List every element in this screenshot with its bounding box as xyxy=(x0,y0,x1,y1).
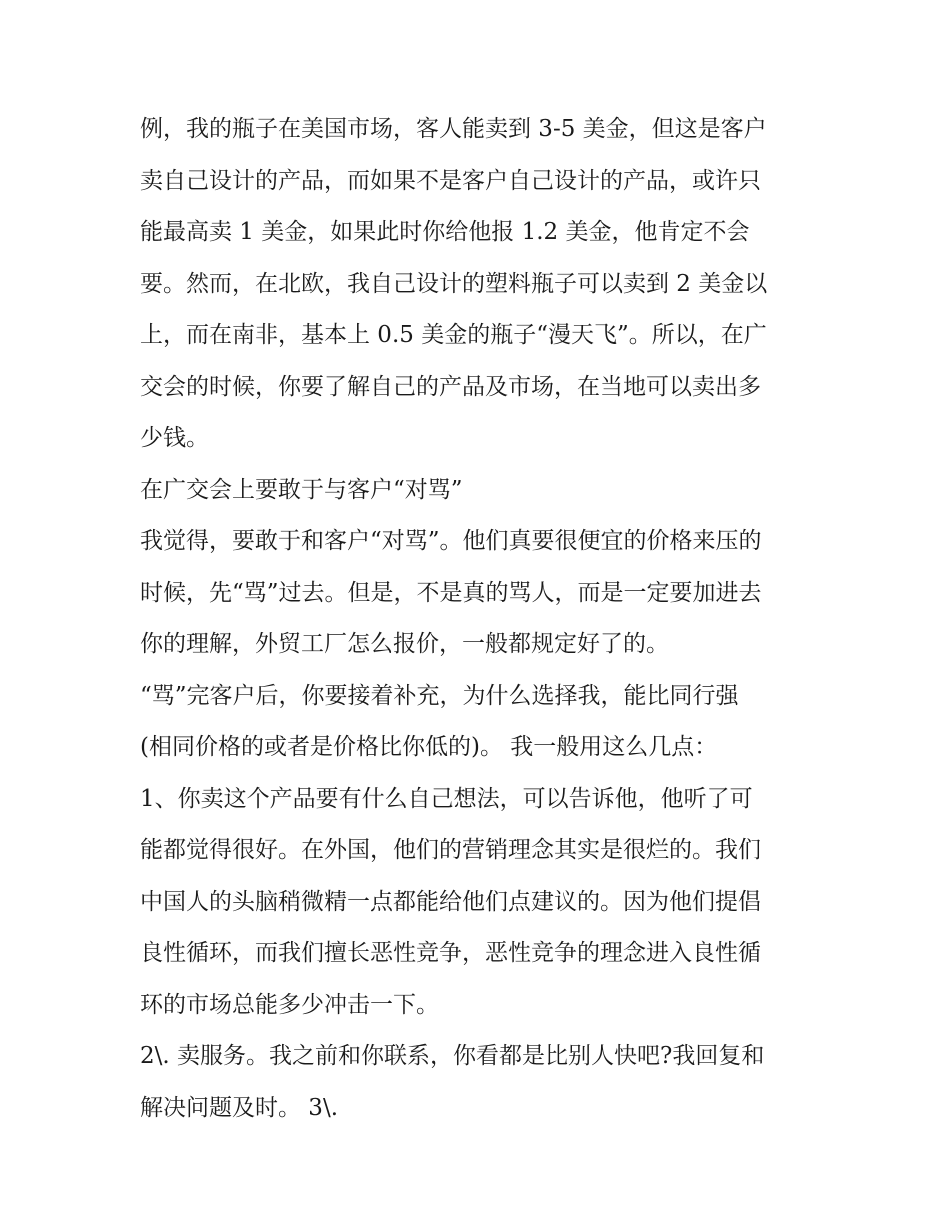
text-line: (相同价格的或者是价格比你低的)。 我一般用这么几点： xyxy=(140,734,718,760)
list-item-text: 环的市场总能多少冲击一下。 xyxy=(140,991,439,1018)
list-item-text: 1、你卖这个产品要有什么自己想法，可以告诉他，他听了可 xyxy=(140,785,753,812)
text-line: 时候，先“骂”过去。但是，不是真的骂人，而是一定要加进去 xyxy=(140,579,762,606)
text-line: 交会的时候，你要了解自己的产品及市场，在当地可以卖出多 xyxy=(140,373,761,400)
list-item-text: 解决问题及时。 3\. xyxy=(140,1094,339,1121)
text-line: 你的理解，外贸工厂怎么报价，一般都规定好了的。 xyxy=(140,631,669,657)
list-item-text: 能都觉得很好。在外国，他们的营销理念其实是很烂的。我们 xyxy=(140,837,761,863)
document-body xyxy=(140,104,820,1134)
text-line: 卖自己设计的产品，而如果不是客户自己设计的产品，或许只 xyxy=(140,167,761,194)
section-heading: 在广交会上要敢于与客户“对骂” xyxy=(140,476,463,503)
list-item-text: 2\. 卖服务。我之前和你联系，你看都是比别人快吧?我回复和 xyxy=(140,1043,765,1069)
text-line: 要。然而，在北欧，我自己设计的塑料瓶子可以卖到 2 美金以 xyxy=(140,270,768,297)
text-line: 能最高卖 1 美金，如果此时你给他报 1.2 美金，他肯定不会 xyxy=(140,219,750,245)
text-line: 少钱。 xyxy=(140,425,209,451)
text-line: 上，而在南非，基本上 0.5 美金的瓶子“漫天飞”。所以，在广 xyxy=(140,322,767,348)
text-line: “骂”完客户后，你要接着补充，为什么选择我，能比同行强 xyxy=(140,682,739,709)
list-item-text: 良性循环，而我们擅长恶性竞争，恶性竞争的理念进入良性循 xyxy=(140,940,761,966)
text-line: 例，我的瓶子在美国市场，客人能卖到 3-5 美金，但这是客户 xyxy=(140,116,767,142)
text-line: 我觉得，要敢于和客户“对骂”。他们真要很便宜的价格来压的 xyxy=(140,528,762,554)
list-item-text: 中国人的头脑稍微精一点都能给他们点建议的。因为他们提倡 xyxy=(140,888,761,915)
